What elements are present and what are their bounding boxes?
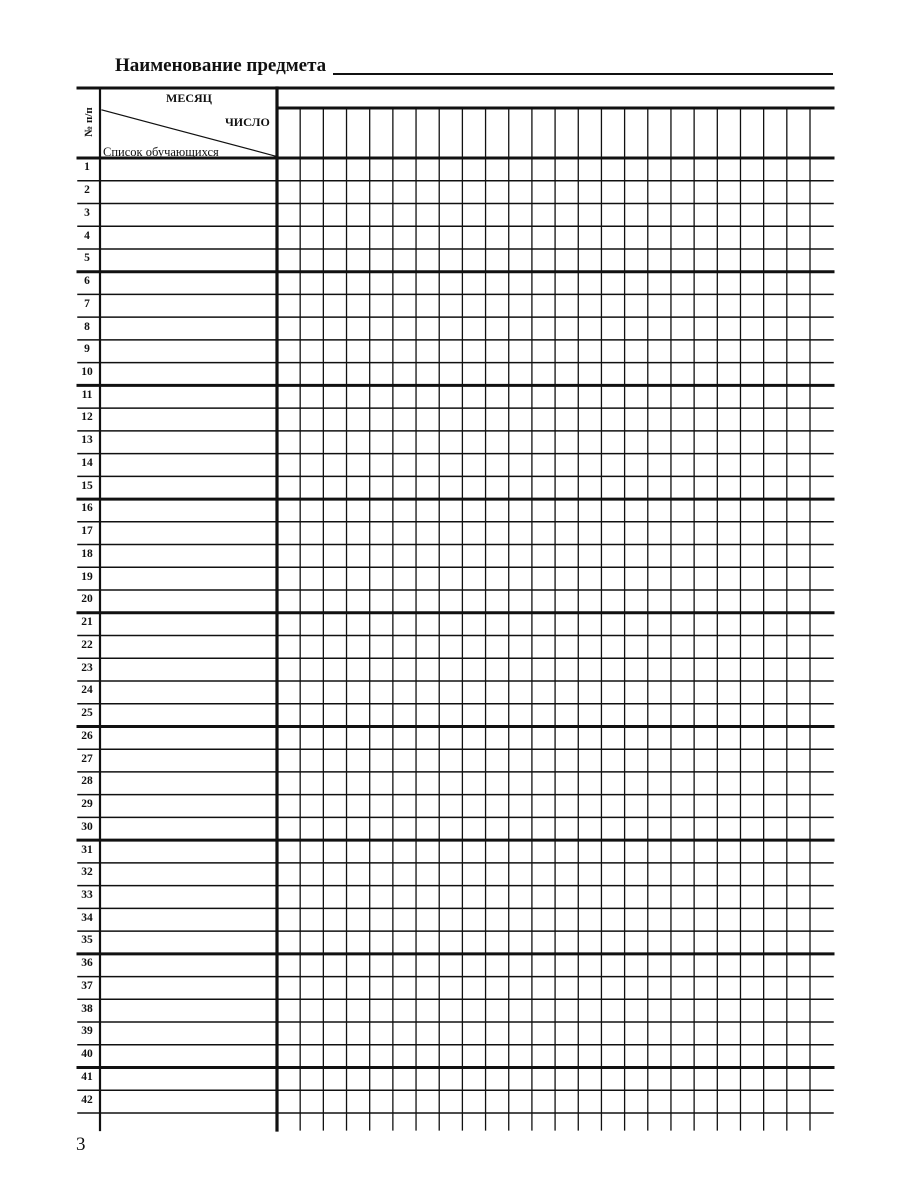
day-header: ЧИСЛО [225,115,270,129]
row-number: 31 [81,843,93,856]
row-number: 11 [81,388,93,401]
row-number: 38 [81,1002,93,1015]
row-number: 3 [84,206,90,219]
row-number: 26 [81,729,93,742]
row-number: 5 [84,252,90,265]
month-header: МЕСЯЦ [166,91,212,105]
row-number: 14 [81,456,93,469]
row-number: 13 [81,434,93,447]
row-number: 7 [84,297,90,310]
row-number: 28 [81,775,93,788]
row-number: 25 [81,707,93,720]
row-number: 8 [84,320,90,333]
row-number: 15 [81,479,93,492]
row-number: 35 [81,934,93,947]
row-number: 42 [81,1093,93,1106]
row-number: 21 [81,616,93,629]
row-number-header: № п/п [83,107,95,137]
row-number: 30 [81,820,93,833]
row-number: 23 [81,661,93,674]
row-number: 17 [81,525,93,538]
row-number: 27 [81,752,93,765]
row-number: 18 [81,547,93,560]
row-number: 39 [81,1025,93,1038]
row-number: 40 [81,1048,93,1061]
row-number: 6 [84,275,90,288]
row-number: 20 [81,593,93,606]
row-number: 32 [81,866,93,879]
page-title: Наименование предмета [115,55,327,76]
row-number: 1 [84,161,90,174]
row-number: 10 [81,366,93,378]
row-number: 9 [84,343,90,356]
row-number: 16 [81,502,93,515]
row-number: 24 [81,684,93,697]
row-number: 19 [81,570,93,583]
row-number: 41 [81,1070,93,1083]
row-number: 37 [81,979,93,992]
row-number: 4 [84,229,90,242]
page-number: 3 [76,1134,86,1155]
row-number: 36 [81,957,93,970]
row-number: 2 [84,184,90,197]
students-header: Список обучающихся [103,145,219,159]
row-number: 12 [81,411,93,424]
row-number: 33 [81,888,93,901]
row-number: 29 [81,798,93,811]
row-number: 34 [81,911,93,924]
row-number: 22 [81,638,93,651]
